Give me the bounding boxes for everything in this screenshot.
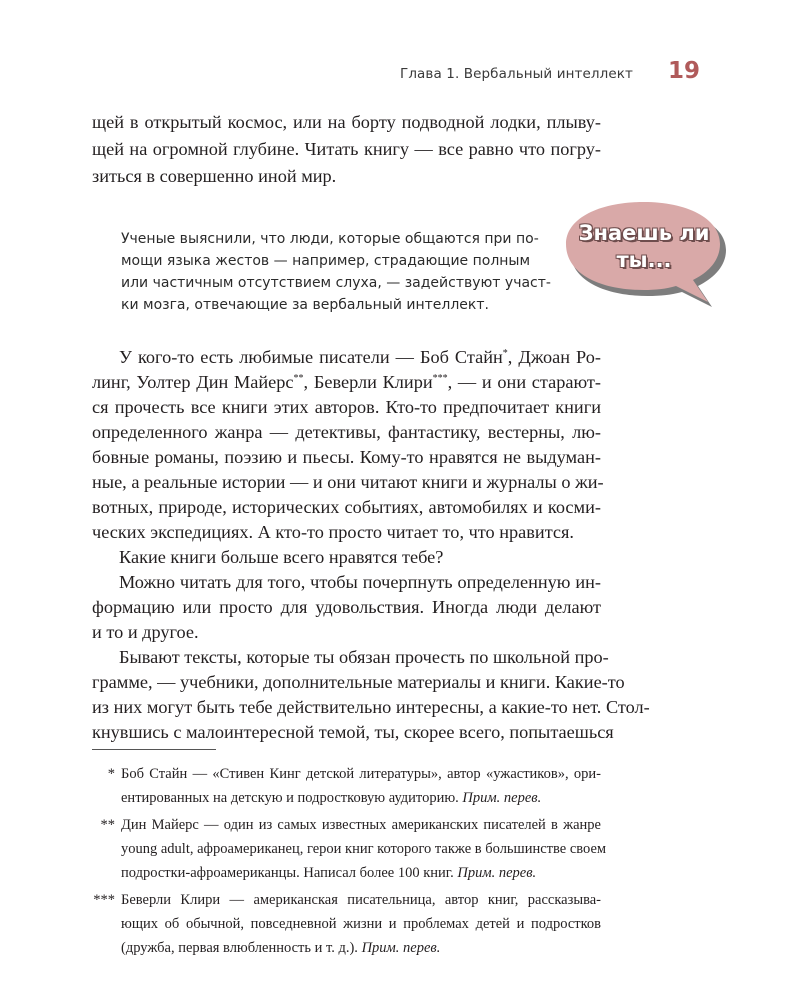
footnote-line xyxy=(121,786,601,810)
body-line: и то и другое. xyxy=(92,622,199,642)
text-run: , — и они старают- xyxy=(447,372,601,392)
text-run: , Беверли Клири xyxy=(303,372,433,392)
bubble-title xyxy=(560,220,728,274)
body-line xyxy=(119,345,601,369)
text-run: подростки-афроамериканцы. Написал более 100 книг. xyxy=(121,865,458,881)
body-line: щей на огромной глубине. Читать книгу — все равно что погру- xyxy=(92,139,601,159)
footnote-line: Дин Майерс — один из самых известных американских писателей в жанре xyxy=(121,817,601,833)
footnote-mark: *** xyxy=(93,892,115,908)
body-line: грамме, — учебники, дополнительные материалы и книги. Какие-то xyxy=(92,672,625,692)
body-line: определенного жанра — детективы, фантастику, вестерны, лю- xyxy=(92,422,601,442)
body-line: кнувшись с малоинтересной темой, ты, скорее всего, попытаешься xyxy=(92,722,614,742)
body-line xyxy=(92,370,601,394)
footnote-ref: ** xyxy=(293,372,304,384)
translator-note: Прим. перев. xyxy=(457,865,537,881)
body-line: ся прочесть все книги этих авторов. Кто-то предпочитает книги xyxy=(92,397,601,417)
text-run: , Джоан Ро- xyxy=(507,347,601,367)
page-number: 19 xyxy=(668,58,701,84)
sidebar-line: Ученые выяснили, что люди, которые общаются при по- xyxy=(121,231,539,247)
bubble-line: ты... xyxy=(616,248,672,272)
bubble-line: Знаешь ли xyxy=(578,221,710,245)
chapter-title: Глава 1. Вербальный интеллект xyxy=(400,66,633,82)
footnote-line: young adult, афроамериканец, герои книг которого также в большинстве своем xyxy=(121,841,607,857)
footnote-divider xyxy=(92,749,216,750)
footnote-line xyxy=(121,936,601,960)
sidebar-line: ки мозга, отвечающие за вербальный интеллект. xyxy=(121,297,489,313)
body-line: Бывают тексты, которые ты обязан прочесть по школьной про- xyxy=(119,647,609,667)
body-line: формацию или просто для удовольствия. Иногда люди делают xyxy=(92,597,601,617)
text-run: У кого-то есть любимые писатели — Боб Стайн xyxy=(119,347,503,367)
body-line: Какие книги больше всего нравятся тебе? xyxy=(119,547,444,567)
text-run: (дружба, первая влюбленность и т. д.). xyxy=(121,940,362,956)
footnote-mark: * xyxy=(107,766,115,782)
body-line: щей в открытый космос, или на борту подводной лодки, плыву- xyxy=(92,112,601,132)
translator-note: Прим. перев. xyxy=(361,940,441,956)
footnote-mark: ** xyxy=(100,817,115,833)
footnote-ref: * xyxy=(502,347,508,359)
footnote-line: ющих об обычной, повседневной жизни и проблемах детей и подростков xyxy=(121,916,601,932)
body-line: зиться в совершенно иной мир. xyxy=(92,166,337,186)
body-line: бовные романы, поэзию и пьесы. Кому-то нравятся не выдуман- xyxy=(92,447,601,467)
text-run: линг, Уолтер Дин Майерс xyxy=(92,372,294,392)
body-line: вотных, природе, исторических событиях, автомобилях и косми- xyxy=(92,497,601,517)
translator-note: Прим. перев. xyxy=(462,790,542,806)
sidebar-line: мощи языка жестов — например, страдающие полным xyxy=(121,253,531,269)
sidebar-line: или частичным отсутствием слуха, — задействуют участ- xyxy=(121,275,551,291)
body-line: Можно читать для того, чтобы почерпнуть определенную ин- xyxy=(119,572,601,592)
body-line: из них могут быть тебе действительно интересны, а какие-то нет. Стол- xyxy=(92,697,650,717)
body-line: ческих экспедициях. А кто-то просто читает то, что нравится. xyxy=(92,522,574,542)
footnote-ref: *** xyxy=(432,372,448,384)
text-run: ентированных на детскую и подростковую аудиторию. xyxy=(121,790,463,806)
footnote-line xyxy=(121,861,601,885)
footnote-line: Беверли Клири — американская писательница, автор книг, рассказыва- xyxy=(121,892,601,908)
body-line: ные, а реальные истории — и они читают книги и журналы о жи- xyxy=(92,472,604,492)
footnote-line: Боб Стайн — «Стивен Кинг детской литературы», автор «ужастиков», ори- xyxy=(121,766,601,782)
